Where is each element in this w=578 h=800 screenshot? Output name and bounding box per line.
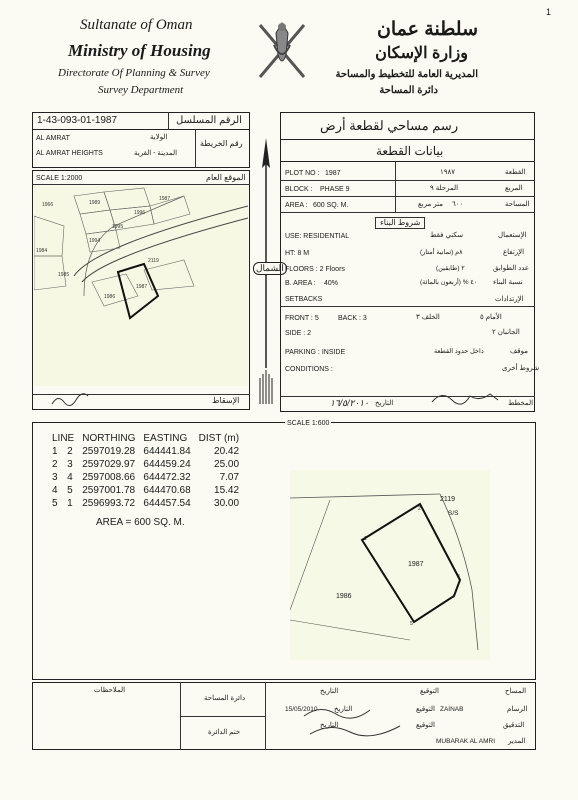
vertex-label-4: 4 bbox=[452, 594, 455, 600]
coords-row bbox=[48, 445, 243, 458]
coords-to: 1 bbox=[67, 498, 73, 509]
draftsman-name: ZAINAB bbox=[440, 706, 464, 713]
coords-easting: 644472.32 bbox=[143, 472, 191, 483]
header-ar-line1: سلطنة عمان bbox=[376, 19, 478, 40]
draftsman-label: الرسام bbox=[507, 706, 528, 713]
serial-label: الرقم المسلسل bbox=[176, 115, 242, 126]
detail-neighbor-left: 1986 bbox=[336, 593, 352, 600]
draftsman-signature-label: التوقيع bbox=[416, 706, 435, 713]
floors-ar-label: عدد الطوابق bbox=[493, 265, 530, 272]
notes-label: الملاحظات bbox=[94, 687, 126, 694]
coords-to: 4 bbox=[67, 472, 73, 483]
wilayat-value: AL AMRAT bbox=[36, 135, 70, 142]
loc-plot-1989: 1989 bbox=[89, 200, 101, 206]
plot-info-box bbox=[280, 162, 535, 412]
surveyor-label: المساح bbox=[505, 688, 527, 695]
setbacks-ar-label: الإرتدادات bbox=[495, 296, 524, 303]
header-ar-line3: المديرية العامة للتخطيط والمساحة bbox=[335, 69, 478, 80]
block-ar-label: المربع bbox=[505, 185, 523, 192]
floors-ar: ٢ (طابقين) bbox=[436, 265, 465, 272]
location-scale: SCALE 1:2000 bbox=[36, 175, 83, 182]
coords-from: 4 bbox=[52, 485, 58, 496]
coords-to: 3 bbox=[67, 459, 73, 470]
area-ar-label: المساحة bbox=[505, 201, 530, 208]
coords-header-dist: DIST (m) bbox=[198, 433, 240, 444]
parking-ar-label: موقف bbox=[510, 348, 528, 355]
conditions-ar-label: شروط أخرى bbox=[502, 365, 540, 372]
coords-from: 3 bbox=[52, 472, 58, 483]
header-en-line4: Survey Department bbox=[98, 84, 184, 96]
plot-no-label: PLOT NO : bbox=[285, 170, 320, 177]
coords-row bbox=[48, 484, 243, 497]
block-value: PHASE 9 bbox=[320, 186, 350, 193]
coords-row bbox=[48, 497, 243, 510]
area-value: 600 SQ. M. bbox=[313, 202, 349, 209]
plan-date-value: ١٦/٥/٢٠١٠ bbox=[330, 398, 369, 408]
loc-plot-1996: 1996 bbox=[134, 210, 146, 216]
page-mark: 1 bbox=[546, 7, 552, 17]
back-label: BACK : 3 bbox=[338, 315, 367, 322]
location-label: الموقع العام bbox=[206, 173, 246, 182]
coords-northing: 2596993.72 bbox=[82, 498, 136, 509]
use-ar: سكني فقط bbox=[430, 232, 464, 239]
area-label: AREA : bbox=[285, 202, 308, 209]
header-ar-line2: وزارة الإسكان bbox=[375, 45, 468, 62]
location-map bbox=[34, 186, 248, 386]
projection-label: الإسقاط bbox=[212, 396, 240, 405]
checker-signature-label: التوقيع bbox=[416, 722, 435, 729]
use-ar-label: الإستعمال bbox=[498, 232, 527, 239]
block-label: BLOCK : bbox=[285, 186, 313, 193]
surveyor-date-label: التاريخ bbox=[320, 688, 339, 695]
header-en-line3: Directorate Of Planning & Survey bbox=[58, 67, 210, 79]
map-no-label: رقم الخريطة bbox=[200, 139, 243, 148]
loc-plot-1987-top: 1987 bbox=[159, 196, 171, 202]
coords-row bbox=[48, 458, 243, 471]
serial-value: 1-43-093-01-1987 bbox=[37, 115, 118, 126]
coords-header-northing: NORTHING bbox=[82, 433, 136, 444]
director-name: MUBARAK AL AMRI bbox=[436, 738, 495, 745]
surveyor-signature-label: التوقيع bbox=[420, 688, 439, 695]
coords-northing: 2597019.28 bbox=[82, 446, 136, 457]
side-ar: الجانبان ٢ bbox=[492, 329, 520, 336]
vertex-label-3: 3 bbox=[457, 574, 460, 580]
plot-no-ar-label: القطعة bbox=[505, 169, 526, 176]
coords-northing: 2597029.97 bbox=[82, 459, 136, 470]
footer-signatures bbox=[300, 700, 420, 740]
barea-label: B. AREA : bbox=[285, 280, 316, 287]
survey-dept-label: دائرة المساحة bbox=[204, 695, 246, 702]
floors-label: FLOORS : 2 Floors bbox=[285, 266, 345, 273]
coords-easting: 644459.24 bbox=[143, 459, 191, 470]
dept-stamp-label: ختم الدائرة bbox=[208, 729, 241, 736]
ht-ar-label: الإرتفاع bbox=[503, 249, 525, 256]
village-value: AL AMRAT HEIGHTS bbox=[36, 150, 103, 157]
planner-label: المخطط bbox=[508, 400, 534, 407]
front-ar: الأمام ٥ bbox=[480, 314, 502, 321]
detail-neighbor-top: 2119 bbox=[440, 496, 456, 503]
north-label: الشمال bbox=[253, 262, 287, 275]
coords-from: 1 bbox=[52, 446, 58, 457]
vertex-label-5: 5 bbox=[410, 621, 413, 627]
vertex-label-1: 1 bbox=[364, 536, 367, 542]
loc-plot-1995: 1995 bbox=[112, 224, 124, 230]
detail-scale: SCALE 1:600 bbox=[287, 420, 330, 427]
director-label: المدير bbox=[508, 738, 526, 745]
total-area: AREA = 600 SQ. M. bbox=[96, 517, 185, 528]
coords-northing: 2597008.66 bbox=[82, 472, 136, 483]
detail-plot-map bbox=[290, 470, 490, 660]
oman-emblem bbox=[252, 15, 312, 85]
ht-ar: ٨م (ثمانية أمتار) bbox=[420, 249, 463, 256]
loc-plot-1994: 1994 bbox=[89, 238, 101, 244]
barea-ar-label: نسبة البناء bbox=[493, 279, 523, 286]
parking-label: PARKING : INSIDE bbox=[285, 349, 346, 356]
header-en-line2: Ministry of Housing bbox=[68, 41, 211, 60]
parking-ar: داخل حدود القطعة bbox=[434, 348, 484, 355]
planner-signature bbox=[430, 388, 500, 408]
coords-dist: 20.42 bbox=[214, 446, 240, 457]
conditions-label: CONDITIONS : bbox=[285, 366, 333, 373]
coords-easting: 644457.54 bbox=[143, 498, 191, 509]
back-ar: الخلف ٣ bbox=[416, 314, 440, 321]
draftsman-date: 15/05/2010 bbox=[285, 706, 318, 713]
detail-plot-label: 1987 bbox=[408, 561, 424, 568]
loc-plot-1984: 1984 bbox=[36, 248, 48, 254]
coords-row bbox=[48, 471, 243, 484]
plot-data-title: بيانات القطعة bbox=[376, 144, 444, 158]
coords-dist: 30.00 bbox=[214, 498, 240, 509]
coords-from: 5 bbox=[52, 498, 58, 509]
coords-to: 5 bbox=[67, 485, 73, 496]
signature-scribble-1 bbox=[50, 392, 90, 408]
coords-dist: 7.07 bbox=[219, 472, 240, 483]
loc-plot-1985: 1985 bbox=[58, 272, 70, 278]
area-ar-value: ٦٠٠ bbox=[452, 201, 464, 208]
draftsman-date-label: التاريخ bbox=[334, 706, 353, 713]
coords-from: 2 bbox=[52, 459, 58, 470]
plan-date-label: التاريخ bbox=[375, 400, 394, 407]
checker-label: التدقيق bbox=[503, 722, 525, 729]
wilayat-label: الولاية bbox=[150, 134, 168, 141]
use-label: USE: RESIDENTIAL bbox=[285, 233, 350, 240]
loc-plot-1966: 1966 bbox=[42, 202, 54, 208]
side-label: SIDE : 2 bbox=[285, 330, 312, 337]
coords-northing: 2597001.78 bbox=[82, 485, 136, 496]
block-ar: المرحلة ٩ bbox=[430, 185, 459, 192]
setbacks-label: SETBACKS bbox=[285, 296, 323, 303]
village-label: المدينة - القرية bbox=[134, 150, 178, 157]
loc-plot-1987: 1987 bbox=[136, 284, 148, 290]
vertex-label-2: 2 bbox=[418, 506, 421, 512]
checker-date-label: التاريخ bbox=[320, 722, 339, 729]
coords-dist: 25.00 bbox=[214, 459, 240, 470]
area-ar-unit: متر مربع bbox=[418, 201, 443, 208]
doc-title: رسم مساحي لقطعة أرض bbox=[320, 118, 459, 133]
coords-easting: 644441.84 bbox=[143, 446, 191, 457]
coords-header-line: LINE bbox=[52, 433, 75, 444]
coords-to: 2 bbox=[67, 446, 73, 457]
header-en-line1: Sultanate of Oman bbox=[80, 17, 193, 33]
conditions-title: شروط البناء bbox=[375, 217, 425, 229]
header-ar-line4: دائرة المساحة bbox=[379, 85, 438, 96]
coords-dist: 15.42 bbox=[214, 485, 240, 496]
coords-easting: 644470.68 bbox=[143, 485, 191, 496]
ht-label: HT: 8 M bbox=[285, 250, 310, 257]
barea-value: 40% bbox=[324, 280, 339, 287]
coordinates-table bbox=[48, 432, 243, 510]
coords-header-easting: EASTING bbox=[143, 433, 188, 444]
detail-neighbor-top-sub: S/S bbox=[448, 510, 459, 517]
barea-ar: ٤٠ % (أربعون بالمائة) bbox=[420, 279, 478, 286]
loc-plot-2119: 2119 bbox=[148, 258, 159, 264]
loc-plot-1986: 1986 bbox=[104, 294, 116, 300]
plot-no-ar: ١٩٨٧ bbox=[440, 169, 456, 176]
front-label: FRONT : 5 bbox=[285, 315, 319, 322]
coords-header-row bbox=[48, 432, 243, 445]
plot-no-value: 1987 bbox=[325, 170, 341, 177]
